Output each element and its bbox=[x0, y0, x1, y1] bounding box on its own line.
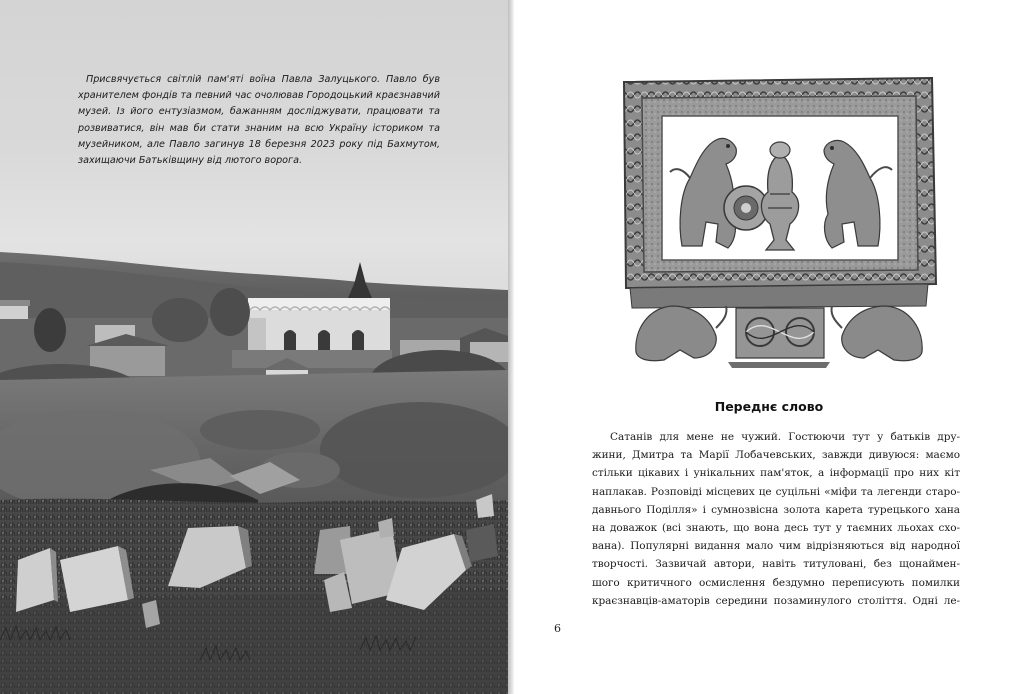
text-line: шого критичного осмислення бездумно переписують помилки bbox=[592, 576, 960, 589]
right-page bbox=[514, 0, 1024, 694]
dedication-text: Присвячується світлій пам'яті воїна Павла Залуцького. Павло був хранителем фондів та певний час очолював Городоцький краєзнавчий музей. Із його ентузіазмом, бажанням досліджувати, працювати та розвиватися, він мав би стати знаним на всю Україну істориком та музейником, але Павло загинув 18 березня 2023 року під Бахмутом, захищаючи Батьківщину від лютого ворога. bbox=[78, 74, 440, 167]
text-line: Сатанів для мене не чужий. Гостюючи тут у батьків дру- bbox=[610, 431, 960, 443]
text-line: творчості. Зазвичай автори, навіть титуловані, без щонаймен- bbox=[592, 558, 960, 571]
text-line: стільки цікавих і унікальних пам'яток, а інформації про них кіт bbox=[592, 467, 960, 480]
text-line: краєзнавців-аматорів середини позаминулого століття. Одні ле- bbox=[592, 594, 960, 607]
text-line: жини, Дмитра та Марії Лобачевських, завжди дивуюся: маємо bbox=[592, 449, 960, 462]
foreword-body-text bbox=[592, 428, 960, 610]
carved-stone-relief-image bbox=[620, 74, 938, 370]
text-line: вана). Популярні видання мало чим відрізняються від народної bbox=[592, 540, 960, 553]
text-line: наплакав. Розповіді місцевих це суцільні «міфи та легенди старо- bbox=[592, 485, 960, 498]
text-line: давнього Поділля» і сумнозвісна золота карета турецького хана bbox=[592, 503, 960, 516]
left-page bbox=[0, 0, 508, 694]
text-line: на доважок (всі знають, що вона десь тут у таємних льохах схо- bbox=[592, 522, 960, 535]
section-heading: Переднє слово bbox=[714, 399, 824, 414]
page-number: 6 bbox=[554, 622, 561, 635]
